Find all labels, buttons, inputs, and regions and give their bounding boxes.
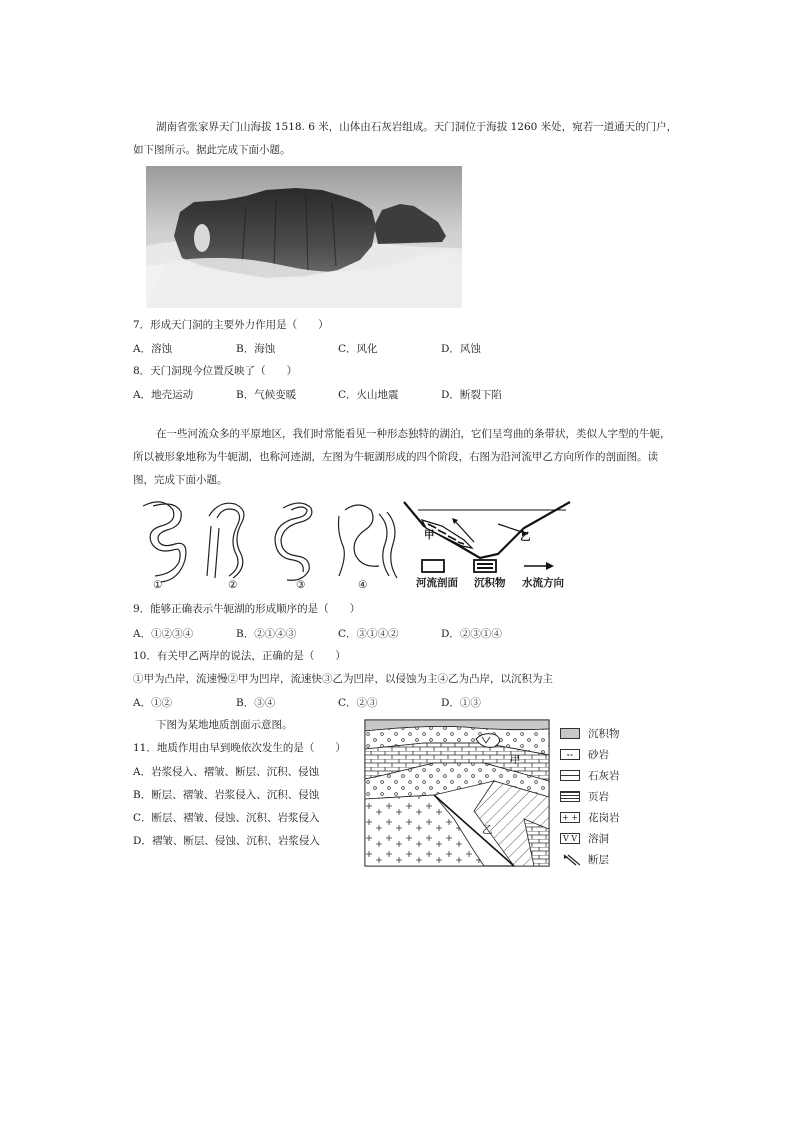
section-label-jia: 甲 xyxy=(424,529,435,541)
q10-option-d[interactable]: D．①③ xyxy=(441,697,481,709)
stage-label-4: ④ xyxy=(358,579,368,591)
q8-option-a[interactable]: A．地壳运动 xyxy=(133,389,194,401)
q11-option-d[interactable]: D．褶皱、断层、侵蚀、沉积、岩浆侵入 xyxy=(133,835,320,847)
q8-option-d[interactable]: D．断裂下陷 xyxy=(441,389,502,401)
geologic-section-figure xyxy=(364,719,550,867)
q10-stem: 10．有关甲乙两岸的说法，正确的是（ ） xyxy=(133,650,346,662)
geo-label-jia: 甲 xyxy=(510,754,521,766)
q8-stem: 8．天门洞现今位置反映了（ ） xyxy=(133,365,298,377)
q11-stem: 11．地质作用由早到晚依次发生的是（ ） xyxy=(133,742,346,754)
q7-option-a[interactable]: A．溶蚀 xyxy=(133,343,173,355)
q11-option-a[interactable]: A．岩浆侵入、褶皱、断层、沉积、侵蚀 xyxy=(133,766,320,778)
q10-option-c[interactable]: C．②③ xyxy=(338,697,378,709)
q8-option-c[interactable]: C．火山地震 xyxy=(338,389,399,401)
intro1-line2: 如下图所示。据此完成下面小题。 xyxy=(133,144,291,156)
q7-option-c[interactable]: C．风化 xyxy=(338,343,378,355)
legend-sandstone: ∘∘ 砂岩 xyxy=(560,747,609,762)
legend-granite: + + 花岗岩 xyxy=(560,810,620,825)
q9-stem: 9．能够正确表示牛轭湖的形成顺序的是（ ） xyxy=(133,603,361,615)
river-section-figure xyxy=(402,498,574,594)
q8-option-b[interactable]: B．气候变暖 xyxy=(236,389,297,401)
q11-option-b[interactable]: B．断层、褶皱、岩浆侵入、沉积、侵蚀 xyxy=(133,789,320,801)
geo-label-yi: 乙 xyxy=(482,824,493,836)
legend-shale: 页岩 xyxy=(560,789,609,804)
intro2-line1: 在一些河流众多的平原地区，我们时常能看见一种形态独特的湖泊，它们呈弯曲的条带状，类似人字型的牛轭， xyxy=(156,428,671,440)
legend-fault: 断层 xyxy=(560,852,609,867)
q9-option-b[interactable]: B．②①④③ xyxy=(236,628,297,640)
q10-option-b[interactable]: B．③④ xyxy=(236,697,276,709)
legend-sediment-cover: 沉积物 xyxy=(560,726,620,741)
stage-label-2: ② xyxy=(228,579,238,591)
legend-limestone: 石灰岩 xyxy=(560,768,620,783)
legend-flow-direction: 水流方向 xyxy=(522,577,564,589)
q10-option-a[interactable]: A．①② xyxy=(133,697,173,709)
q9-option-d[interactable]: D．②③①④ xyxy=(441,628,502,640)
q10-statements: ①甲为凸岸，流速慢②甲为凹岸，流速快③乙为凹岸，以侵蚀为主④乙为凸岸，以沉积为主 xyxy=(133,673,553,685)
oxbow-stages-figure xyxy=(133,496,403,592)
q7-stem: 7．形成天门洞的主要外力作用是（ ） xyxy=(133,319,329,331)
stage-label-1: ① xyxy=(153,579,163,591)
intro2-line3: 图，完成下面小题。 xyxy=(133,474,228,486)
legend-cave: V V 溶洞 xyxy=(560,831,609,846)
q9-option-a[interactable]: A．①②③④ xyxy=(133,628,194,640)
q7-option-d[interactable]: D．风蚀 xyxy=(441,343,481,355)
q9-option-c[interactable]: C．③①④② xyxy=(338,628,399,640)
stage-label-3: ③ xyxy=(296,579,306,591)
intro2-line2: 所以被形象地称为牛轭湖，也称河迹湖，左图为牛轭湖形成的四个阶段，右图为沿河流甲乙方向所作的剖面图。读 xyxy=(133,451,658,463)
legend-river-section: 河流剖面 xyxy=(416,577,458,589)
intro3: 下图为某地地质剖面示意图。 xyxy=(156,719,293,731)
section-label-yi: 乙 xyxy=(520,531,531,543)
q11-option-c[interactable]: C．断层、褶皱、侵蚀、沉积、岩浆侵入 xyxy=(133,812,320,824)
intro1-line1: 湖南省张家界天门山海拔 1518. 6 米，山体由石灰岩组成。天门洞位于海拔 1260 米处，宛若一道通天的门户， xyxy=(156,121,678,133)
tianmen-mountain-photo xyxy=(146,166,462,308)
q7-option-b[interactable]: B．海蚀 xyxy=(236,343,276,355)
legend-sediment: 沉积物 xyxy=(474,577,506,589)
fault-icon xyxy=(560,854,580,865)
